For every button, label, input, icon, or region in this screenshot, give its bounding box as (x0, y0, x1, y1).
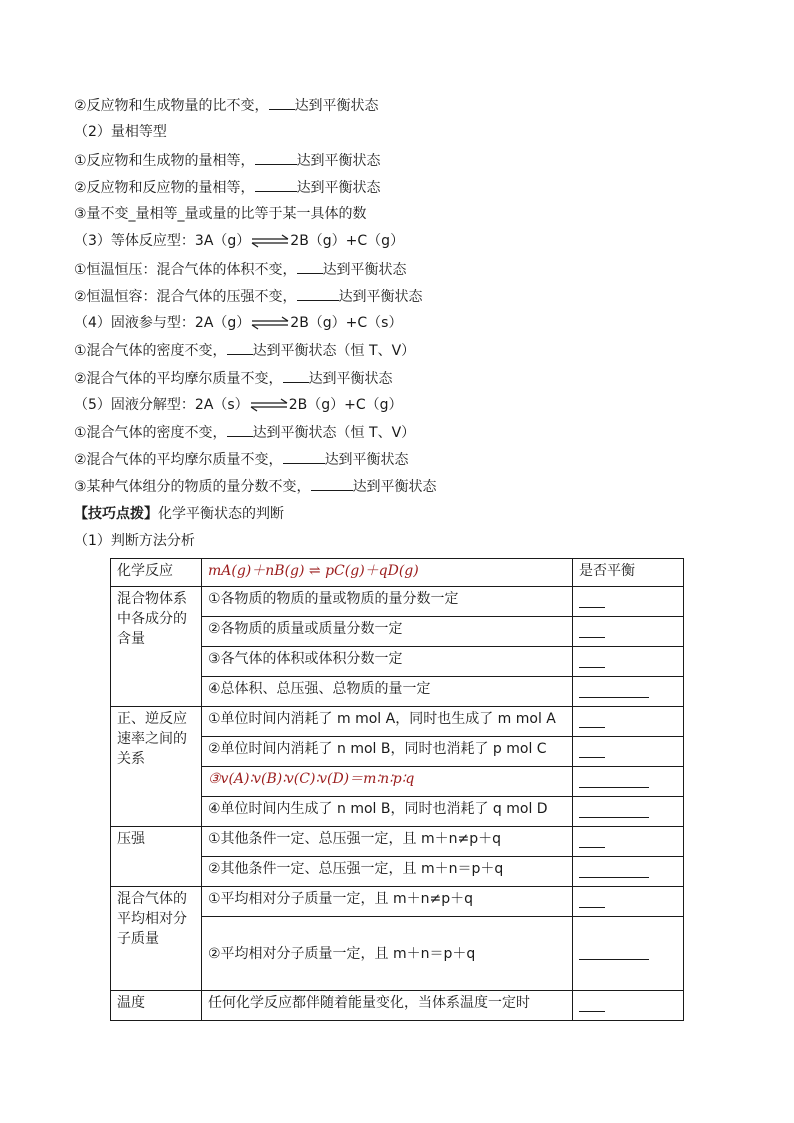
skill-label: 【技巧点拨】 (74, 506, 158, 522)
answer-cell[interactable] (573, 707, 684, 737)
text-line: ①反应物和生成物的量相等， 达到平衡状态 (74, 150, 381, 171)
text-line: ①恒温恒压：混合气体的体积不变， 达到平衡状态 (74, 259, 407, 280)
group-label: 混合物体系中各成分的含量 (111, 587, 202, 707)
answer-cell[interactable] (573, 587, 684, 617)
text-line: ②恒温恒容：混合气体的压强不变， 达到平衡状态 (74, 286, 423, 307)
answer-cell[interactable] (573, 827, 684, 857)
answer-blank[interactable] (297, 286, 339, 301)
group-label: 压强 (111, 827, 202, 887)
equilibrium-arrow-icon (250, 316, 290, 330)
answer-cell[interactable] (573, 767, 684, 797)
answer-cell[interactable] (573, 887, 684, 917)
answer-blank[interactable] (269, 95, 295, 110)
condition-cell: ①各物质的物质的量或物质的量分数一定 (202, 587, 573, 617)
condition-cell: ②单位时间内消耗了 n mol B，同时也消耗了 p mol C (202, 737, 573, 767)
answer-cell[interactable] (573, 647, 684, 677)
group-label: 混合气体的平均相对分子质量 (111, 887, 202, 991)
condition-cell: ②其他条件一定、总压强一定，且 m＋n＝p＋q (202, 857, 573, 887)
text-line: ①混合气体的密度不变， 达到平衡状态（恒 T、V） (74, 422, 415, 443)
header-reaction: 化学反应 (111, 559, 202, 587)
answer-cell[interactable] (573, 737, 684, 767)
condition-cell: ②平均相对分子质量一定，且 m＋n＝p＋q (202, 917, 573, 991)
group-label: 温度 (111, 991, 202, 1021)
answer-blank[interactable] (311, 476, 353, 491)
method-heading: （1）判断方法分析 (74, 533, 195, 549)
condition-cell: ②各物质的质量或质量分数一定 (202, 617, 573, 647)
answer-blank[interactable] (227, 422, 253, 437)
text-line: ②混合气体的平均摩尔质量不变， 达到平衡状态 (74, 449, 409, 470)
condition-cell: ①单位时间内消耗了 m mol A，同时也生成了 m mol A (202, 707, 573, 737)
condition-cell: ①其他条件一定、总压强一定，且 m＋n≠p＋q (202, 827, 573, 857)
section-heading: （2）量相等型 (74, 124, 167, 140)
condition-cell: 任何化学反应都伴随着能量变化，当体系温度一定时 (202, 991, 573, 1021)
table-row (111, 587, 684, 617)
answer-blank[interactable] (283, 449, 325, 464)
header-balanced: 是否平衡 (573, 559, 684, 587)
answer-blank[interactable] (255, 177, 297, 192)
text-line: ②混合气体的平均摩尔质量不变， 达到平衡状态 (74, 368, 393, 389)
answer-blank[interactable] (255, 150, 297, 165)
text-line: ②反应物和生成物量的比不变， 达到平衡状态 (74, 95, 379, 116)
text-line: ③量不变_量相等_量或量的比等于某一具体的数 (74, 206, 367, 222)
condition-cell: ④总体积、总压强、总物质的量一定 (202, 677, 573, 707)
skill-heading (74, 504, 284, 524)
table-header-row (111, 559, 684, 587)
skill-title: 化学平衡状态的判断 (158, 506, 284, 522)
equilibrium-arrow-icon (250, 234, 290, 248)
equilibrium-arrow-icon (249, 398, 289, 412)
table-row (111, 827, 684, 857)
answer-blank[interactable] (283, 368, 309, 383)
answer-cell[interactable] (573, 797, 684, 827)
section-heading: （4）固液参与型：2A（g） 2B（g）+C（s） (74, 315, 403, 331)
group-label: 正、逆反应速率之间的关系 (111, 707, 202, 827)
judgment-table (110, 558, 684, 1021)
answer-cell[interactable] (573, 677, 684, 707)
answer-cell[interactable] (573, 991, 684, 1021)
section-heading: （3）等体反应型：3A（g） 2B（g）+C（g） (74, 233, 405, 249)
condition-cell: ①平均相对分子质量一定，且 m＋n≠p＋q (202, 887, 573, 917)
answer-blank[interactable] (227, 340, 253, 355)
answer-cell[interactable] (573, 917, 684, 991)
header-equation: mA(g)＋nB(g) ⇌ pC(g)＋qD(g) (202, 559, 573, 587)
table-row (111, 887, 684, 917)
table-row (111, 707, 684, 737)
section-heading: （5）固液分解型：2A（s） 2B（g）+C（g） (74, 397, 403, 413)
table-row (111, 991, 684, 1021)
text-line: ①混合气体的密度不变， 达到平衡状态（恒 T、V） (74, 340, 415, 361)
text-line: ③某种气体组分的物质的量分数不变， 达到平衡状态 (74, 476, 437, 497)
answer-blank[interactable] (297, 259, 323, 274)
answer-cell[interactable] (573, 617, 684, 647)
text-line: ②反应物和反应物的量相等， 达到平衡状态 (74, 177, 381, 198)
condition-cell: ④单位时间内生成了 n mol B，同时也消耗了 q mol D (202, 797, 573, 827)
condition-cell: ③v(A)∶v(B)∶v(C)∶v(D)＝m∶n∶p∶q (202, 767, 573, 797)
condition-cell: ③各气体的体积或体积分数一定 (202, 647, 573, 677)
answer-cell[interactable] (573, 857, 684, 887)
